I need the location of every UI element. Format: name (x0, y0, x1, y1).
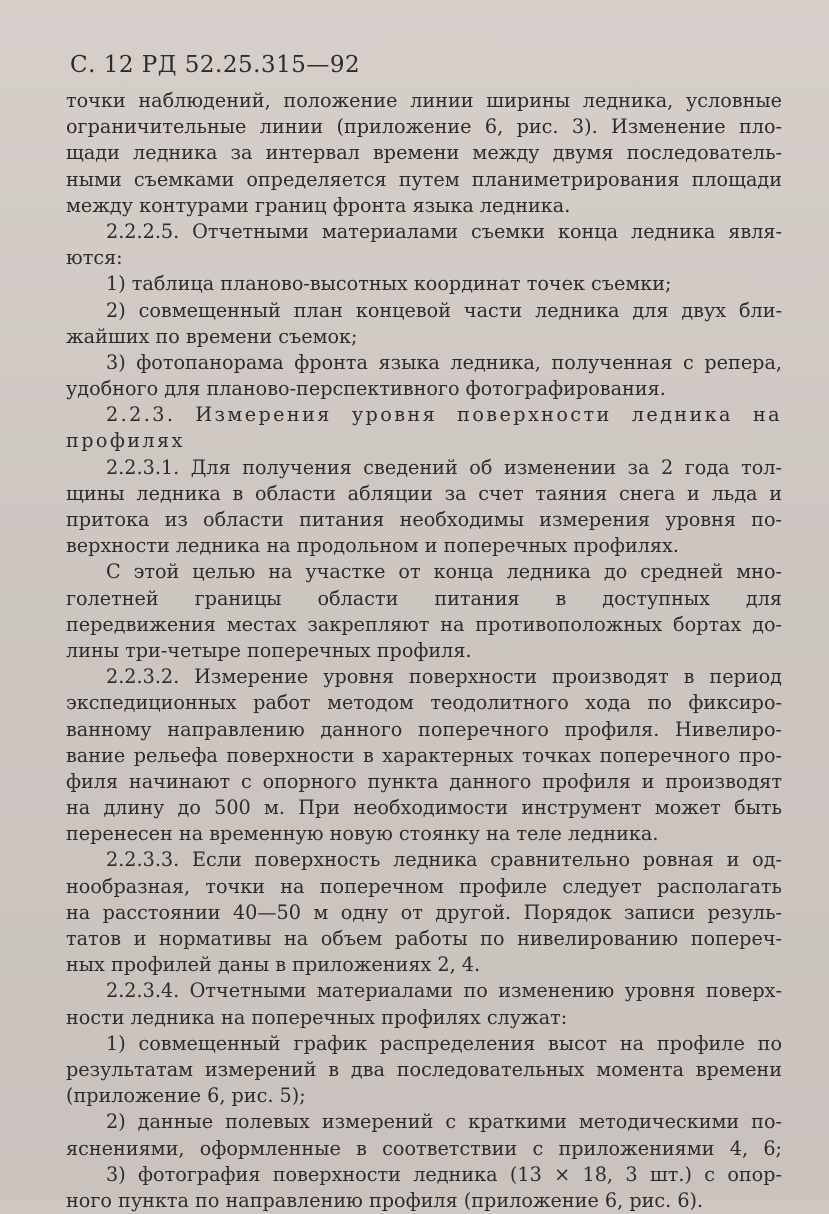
text-line: жайших по времени съемок; (66, 324, 358, 348)
text-line: щади ледника за интервал времени между двумя последователь- (66, 141, 782, 165)
text-line: перенесен на временную новую стоянку на теле ледника. (66, 822, 659, 846)
text-line: ности ледника на поперечных профилях служат: (66, 1005, 568, 1029)
text-line: на длину до 500 м. При необходимости инструмент может быть (66, 796, 782, 820)
section-heading-cont: профилях (66, 429, 185, 453)
list-item: 3) фотография поверхности ледника (13 × 18, 3 шт.) с опор- (106, 1162, 782, 1186)
text-line: передвижения местах закрепляют на противоположных бортах до- (66, 612, 782, 636)
text-line: голетней границы области питания в доступных для (66, 586, 782, 610)
text-line: экспедиционных работ методом теодолитного хода по фиксиро- (66, 691, 782, 715)
list-item: 1) совмещенный график распределения высот на профиле по (106, 1031, 782, 1055)
text-line: ются: (66, 246, 123, 270)
text-line: ванному направлению данного поперечного профиля. Нивелиро- (66, 717, 782, 741)
page-body (66, 88, 782, 1214)
list-item: 3) фотопанорама фронта языка ледника, полученная с репера, (106, 350, 782, 374)
text-line: притока из области питания необходимы измерения уровня по- (66, 508, 782, 531)
text-line: нообразная, точки на поперечном профиле следует располагать (66, 874, 782, 898)
section-2-2-3-2: 2.2.3.2. Измерение уровня поверхности производят в период (106, 665, 782, 689)
section-2-2-2-5: 2.2.2.5. Отчетными материалами съемки конца ледника явля- (106, 219, 782, 243)
text-line: лины три-четыре поперечных профиля. (66, 638, 472, 662)
text-line: ных профилей даны в приложениях 2, 4. (66, 953, 481, 977)
list-item: 1) таблица планово-высотных координат точек съемки; (106, 272, 672, 296)
text-line: вание рельефа поверхности в характерных точках поперечного про- (66, 743, 782, 767)
text-line: щины ледника в области абляции за счет таяния снега и льда и (66, 481, 782, 505)
text-line: татов и нормативы на объем работы по нивелированию попереч- (66, 927, 782, 950)
text-line: С этой целью на участке от конца ледника до средней мно- (106, 560, 782, 584)
section-2-2-3-3: 2.2.3.3. Если поверхность ледника сравнительно ровная и од- (106, 848, 782, 872)
text-line: ного пункта по направлению профиля (приложение 6, рис. 6). (66, 1188, 704, 1212)
page-header: С. 12 РД 52.25.315—92 (70, 52, 361, 78)
text-line: ными съемками определяется путем планиметрирования площади (66, 167, 782, 191)
text-line: между контурами границ фронта языка ледника. (66, 193, 571, 217)
list-item: 2) совмещенный план концевой части ледника для двух бли- (106, 298, 782, 322)
section-2-2-3-4: 2.2.3.4. Отчетными материалами по изменению уровня поверх- (106, 979, 782, 1003)
list-item: 2) данные полевых измерений с краткими методическими по- (106, 1110, 782, 1134)
section-2-2-3-1: 2.2.3.1. Для получения сведений об изменении за 2 года тол- (106, 455, 782, 479)
text-line: верхности ледника на продольном и поперечных профилях. (66, 534, 679, 558)
text-line: (приложение 6, рис. 5); (66, 1084, 306, 1108)
text-line: ограничительные линии (приложение 6, рис. 3). Изменение пло- (66, 115, 782, 139)
text-line: удобного для планово-перспективного фотографирования. (66, 377, 666, 401)
text-line: яснениями, оформленные в соответствии с приложениями 4, 6; (66, 1136, 782, 1160)
text-line: филя начинают с опорного пункта данного профиля и производят (66, 769, 782, 793)
text-line: результатам измерений в два последовательных момента времени (66, 1057, 782, 1081)
section-heading-2-2-3: 2.2.3. Измерения уровня поверхности ледника на (106, 403, 782, 427)
text-line: точки наблюдений, положение линии ширины ледника, условные (66, 89, 782, 112)
text-line: на расстоянии 40—50 м одну от другой. Порядок записи резуль- (66, 900, 782, 924)
